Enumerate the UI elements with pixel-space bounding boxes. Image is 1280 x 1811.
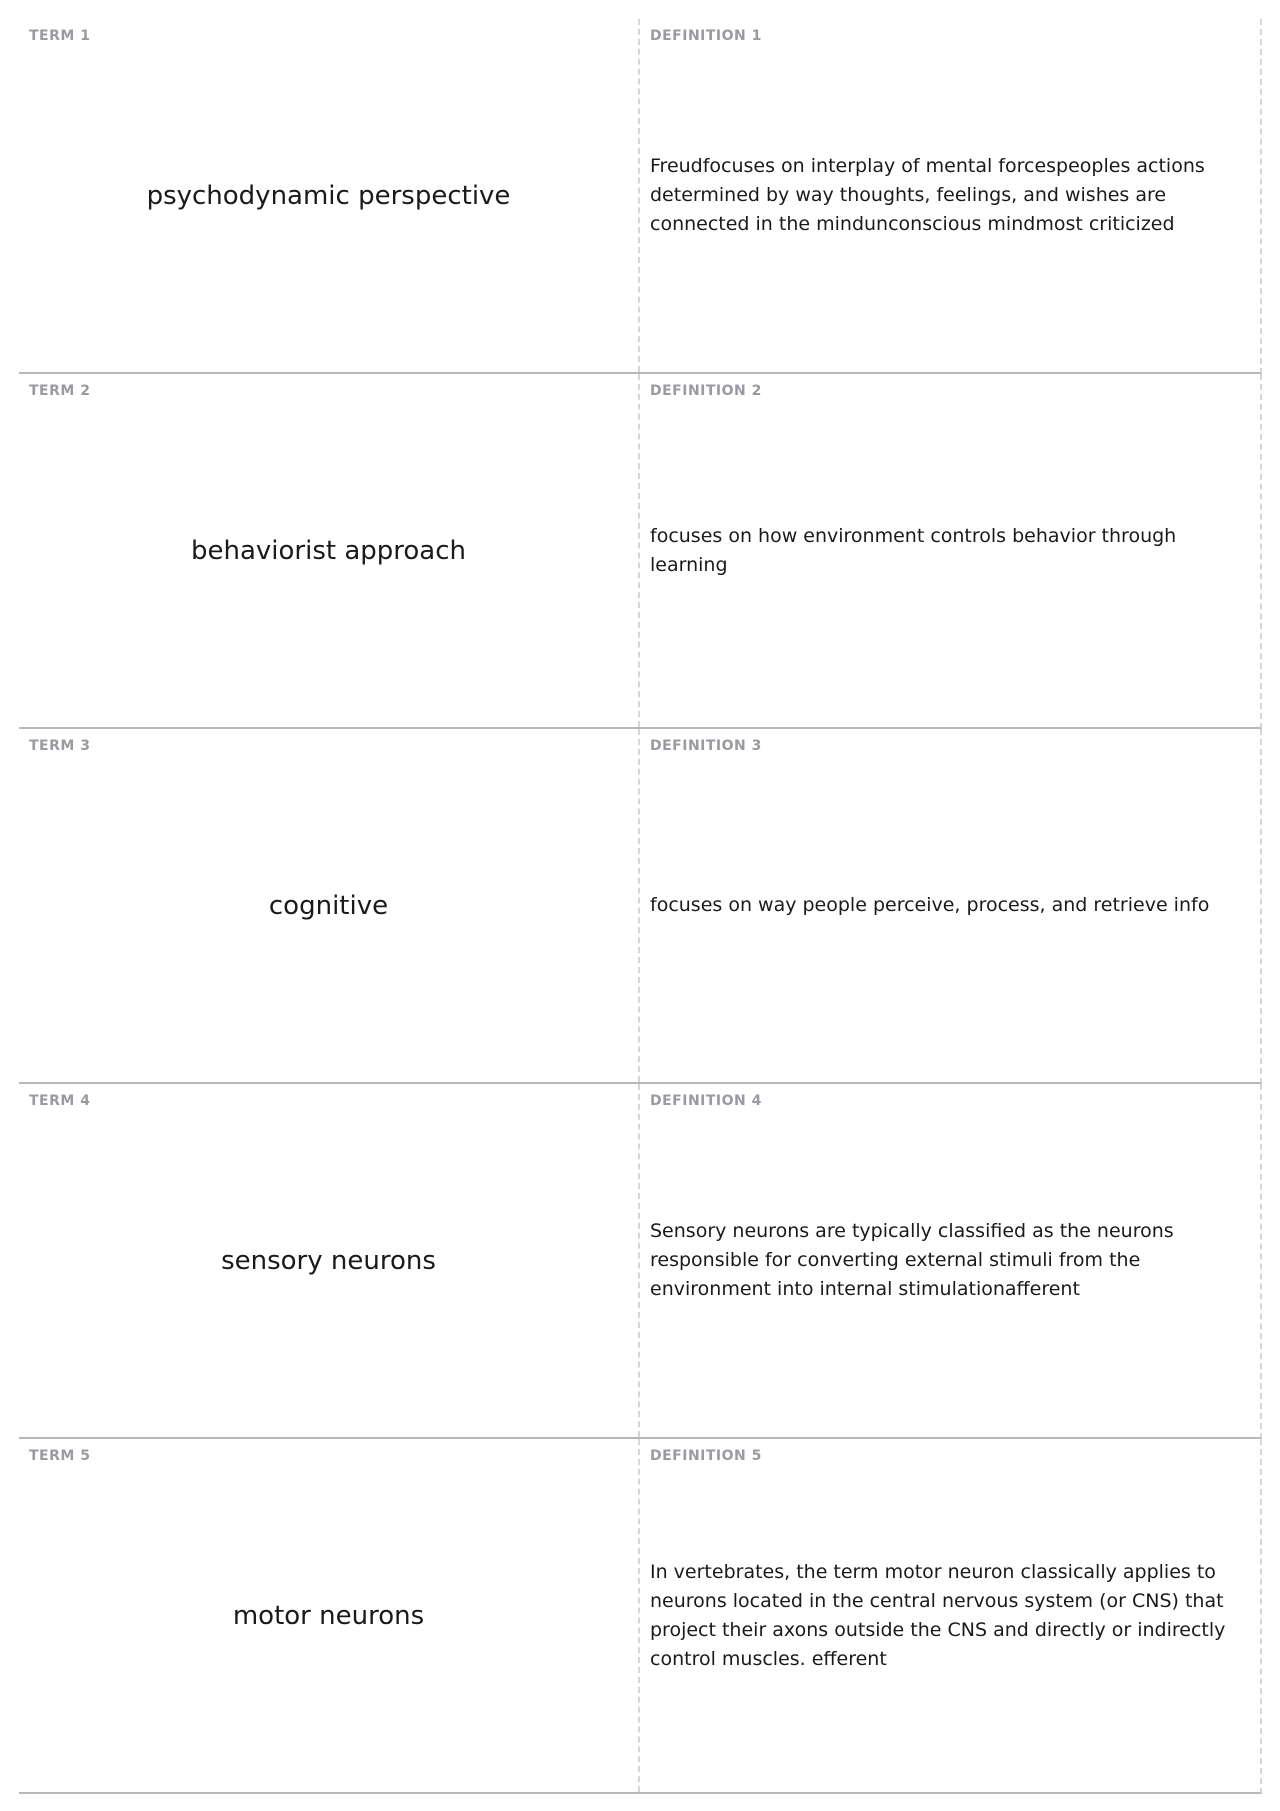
term-text: psychodynamic perspective (146, 180, 511, 211)
flashcard-sheet (19, 19, 1262, 1794)
term-cell (19, 729, 640, 1082)
definition-cell (640, 374, 1260, 727)
flashcard-row (19, 729, 1262, 1084)
term-label: TERM 4 (29, 1093, 91, 1109)
term-label: TERM 2 (29, 383, 91, 399)
definition-label: DEFINITION 5 (650, 1448, 762, 1464)
definition-text: focuses on how environment controls behavior through learning (650, 524, 1177, 576)
term-label: TERM 5 (29, 1448, 91, 1464)
term-cell (19, 1084, 640, 1437)
term-text: behaviorist approach (190, 535, 467, 566)
term-cell (19, 1439, 640, 1792)
term-text: motor neurons (232, 1600, 425, 1631)
flashcard-row (19, 19, 1262, 374)
term-label: TERM 3 (29, 738, 91, 754)
definition-label: DEFINITION 4 (650, 1093, 762, 1109)
flashcard-row (19, 374, 1262, 729)
definition-text: Sensory neurons are typically classified as the neurons responsible for converting external stimuli from the environment into internal stimulationafferent (650, 1220, 1174, 1300)
definition-cell (640, 1439, 1260, 1792)
definition-text: In vertebrates, the term motor neuron classically applies to neurons located in the central nervous system (or CNS) that project their axons outside the CNS and directly or indirectly control muscles. efferent (650, 1560, 1226, 1670)
definition-label: DEFINITION 2 (650, 383, 762, 399)
definition-cell (640, 1084, 1260, 1437)
definition-label: DEFINITION 3 (650, 738, 762, 754)
flashcard-row (19, 1084, 1262, 1439)
term-cell (19, 374, 640, 727)
definition-cell (640, 19, 1260, 372)
definition-cell (640, 729, 1260, 1082)
flashcard-row (19, 1439, 1262, 1794)
definition-label: DEFINITION 1 (650, 28, 762, 44)
term-cell (19, 19, 640, 372)
definition-text: focuses on way people perceive, process, and retrieve info (650, 894, 1210, 916)
term-text: sensory neurons (221, 1245, 436, 1276)
term-text: cognitive (268, 890, 389, 921)
definition-text: Freudfocuses on interplay of mental forcespeoples actions determined by way thoughts, feelings, and wishes are connected in the mindunconscious mindmost criticized (650, 155, 1205, 235)
term-label: TERM 1 (29, 28, 91, 44)
